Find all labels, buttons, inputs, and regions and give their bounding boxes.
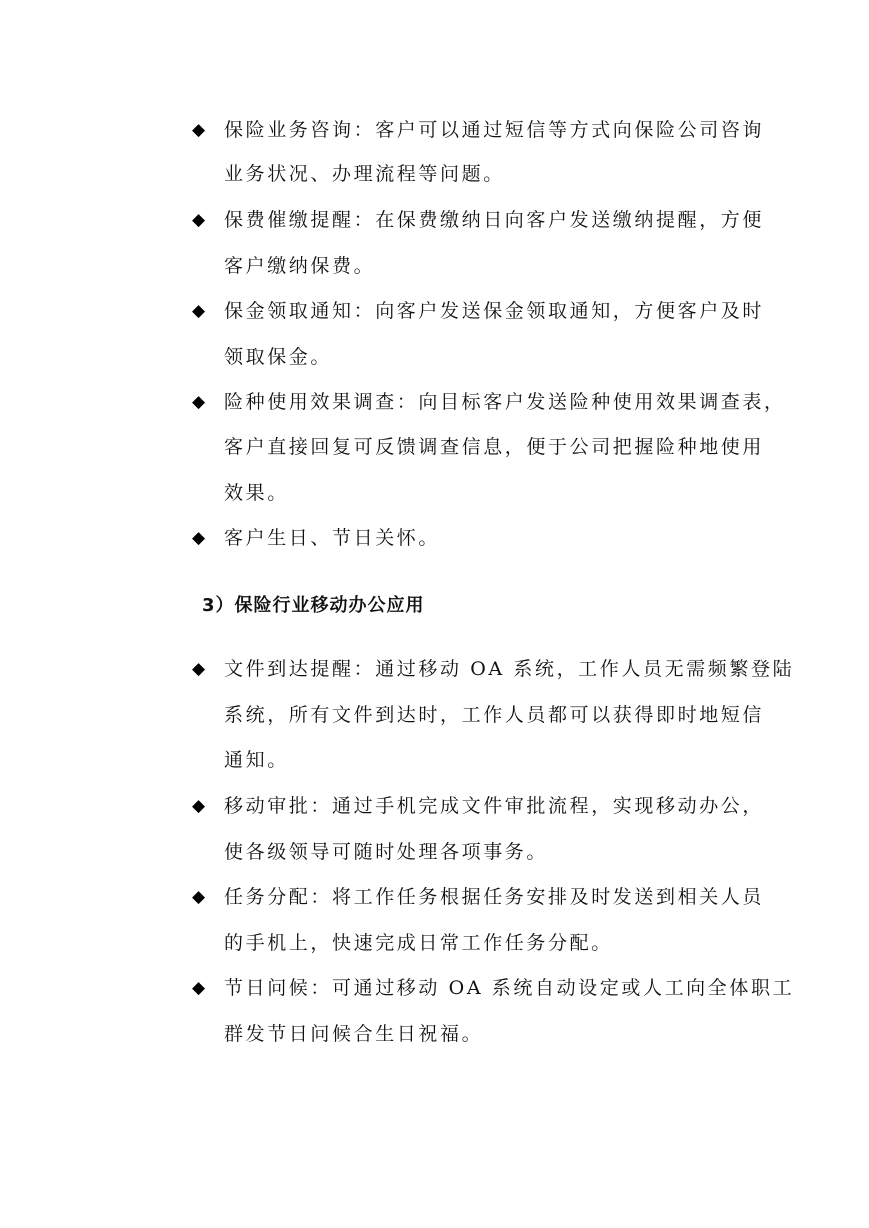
- diamond-bullet-icon: ◆: [192, 120, 206, 140]
- bullet-text-line: 领取保金。: [224, 346, 333, 368]
- bullet-text-line: 客户直接回复可反馈调查信息，便于公司把握险种地使用: [224, 436, 765, 458]
- bullet-text-line: 文件到达提醒：通过移动 OA 系统，工作人员无需频繁登陆: [224, 658, 795, 680]
- section-heading: 3）保险行业移动办公应用: [202, 595, 425, 616]
- diamond-bullet-icon: ◆: [192, 210, 206, 230]
- bullet-text-line: 群发节日问候合生日祝福。: [224, 1023, 484, 1045]
- diamond-bullet-icon: ◆: [192, 392, 206, 412]
- diamond-bullet-icon: ◆: [192, 796, 206, 816]
- bullet-text-line: 节日问候：可通过移动 OA 系统自动设定或人工向全体职工: [224, 977, 795, 999]
- diamond-bullet-icon: ◆: [192, 659, 206, 679]
- bullet-text-line: 移动审批：通过手机完成文件审批流程，实现移动办公，: [224, 795, 765, 817]
- bullet-text-line: 保金领取通知：向客户发送保金领取通知，方便客户及时: [224, 300, 765, 322]
- bullet-text-line: 客户生日、节日关怀。: [224, 527, 441, 549]
- bullet-text-line: 效果。: [224, 482, 289, 504]
- bullet-text-line: 客户缴纳保费。: [224, 255, 376, 277]
- bullet-text-line: 使各级领导可随时处理各项事务。: [224, 841, 549, 863]
- diamond-bullet-icon: ◆: [192, 301, 206, 321]
- bullet-text-line: 通知。: [224, 749, 289, 771]
- bullet-text-line: 险种使用效果调查：向目标客户发送险种使用效果调查表，: [224, 391, 786, 413]
- bullet-text-line: 系统，所有文件到达时，工作人员都可以获得即时地短信: [224, 704, 765, 726]
- bullet-text-line: 保险业务咨询：客户可以通过短信等方式向保险公司咨询: [224, 119, 765, 141]
- bullet-text-line: 任务分配：将工作任务根据任务安排及时发送到相关人员: [224, 886, 765, 908]
- bullet-text-line: 保费催缴提醒：在保费缴纳日向客户发送缴纳提醒，方便: [224, 209, 765, 231]
- diamond-bullet-icon: ◆: [192, 978, 206, 998]
- diamond-bullet-icon: ◆: [192, 528, 206, 548]
- diamond-bullet-icon: ◆: [192, 887, 206, 907]
- bullet-text-line: 的手机上，快速完成日常工作任务分配。: [224, 932, 613, 954]
- bullet-text-line: 业务状况、办理流程等问题。: [224, 163, 505, 185]
